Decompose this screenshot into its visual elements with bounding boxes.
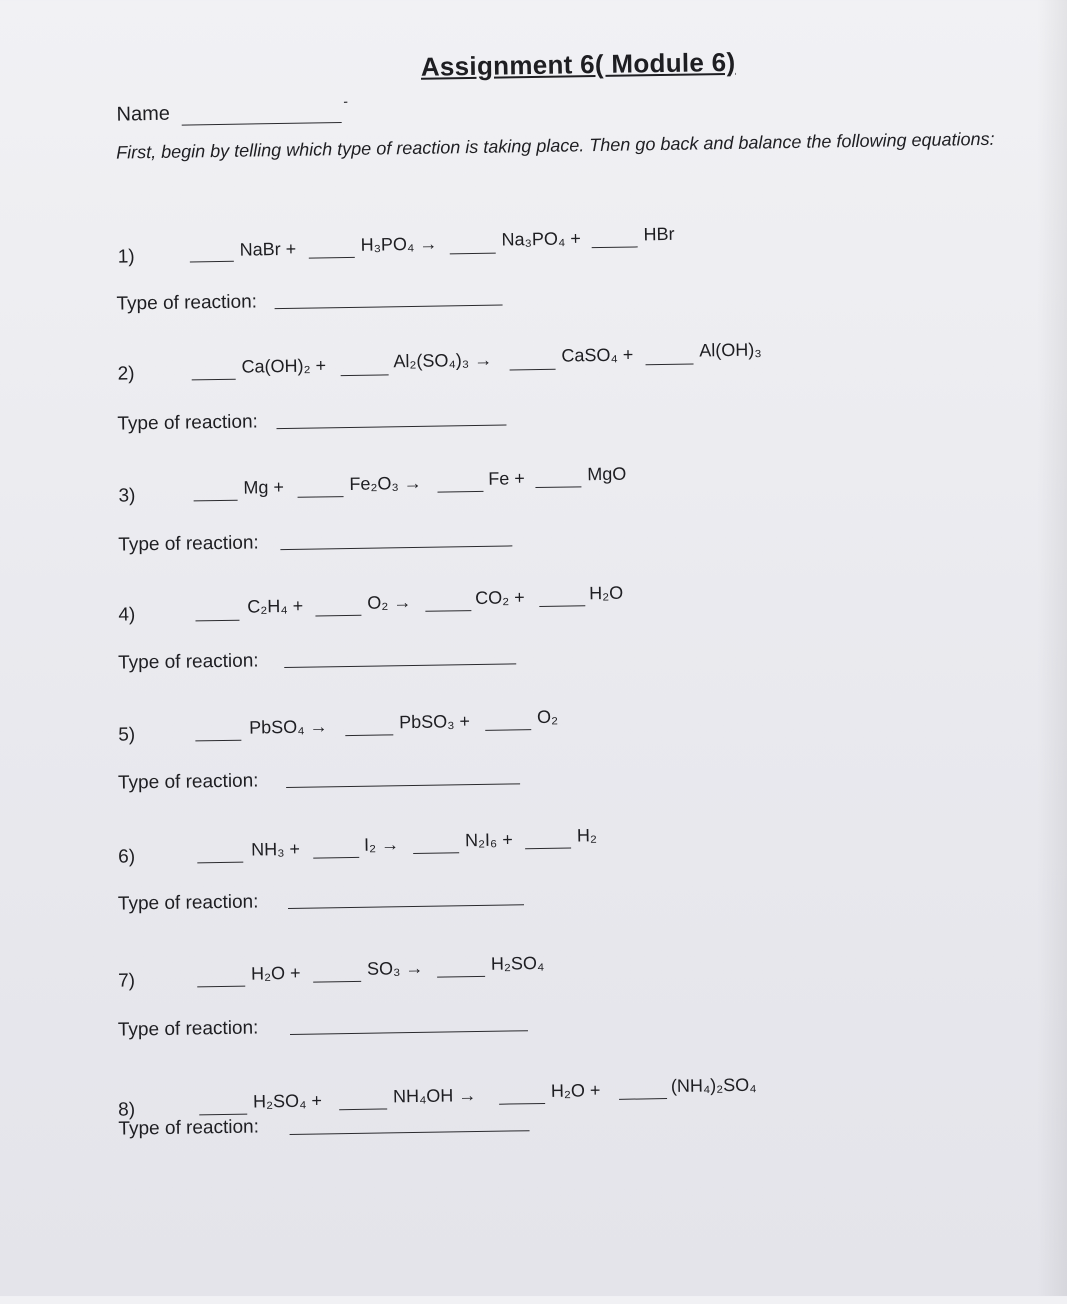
- name-field[interactable]: [182, 122, 342, 126]
- type-answer-line[interactable]: [280, 545, 512, 550]
- product-2: HBr: [643, 223, 675, 245]
- product-1: PbSO₃ +: [398, 711, 471, 733]
- type-label: Type of reaction:: [117, 891, 259, 915]
- reactant-1: H₂SO₄ +: [252, 1090, 323, 1112]
- type-label: Type of reaction:: [118, 1116, 260, 1140]
- reaction-number: 8): [118, 1099, 136, 1121]
- reaction-number: 7): [117, 970, 136, 992]
- coefficient-blank[interactable]: [413, 852, 459, 854]
- reaction-number: 1): [117, 246, 135, 268]
- product-1: CO₂ +: [475, 587, 525, 609]
- coefficient-blank[interactable]: [646, 364, 694, 366]
- product-2: H₂: [576, 825, 598, 846]
- coefficient-blank[interactable]: [345, 734, 393, 736]
- coefficient-blank[interactable]: [194, 500, 238, 502]
- type-answer-line[interactable]: [276, 424, 506, 429]
- coefficient-blank[interactable]: [450, 253, 496, 255]
- product-2: Al(OH)₃: [699, 339, 762, 361]
- type-answer-line[interactable]: [286, 783, 520, 788]
- type-answer-line[interactable]: [275, 305, 503, 310]
- type-answer-line[interactable]: [284, 663, 516, 668]
- reactant-1: C₂H₄ +: [247, 595, 304, 617]
- type-label: Type of reaction:: [117, 650, 259, 674]
- coefficient-blank[interactable]: [499, 1103, 545, 1105]
- reactant-1: PbSO₄ →: [249, 716, 328, 738]
- type-answer-line[interactable]: [290, 1130, 530, 1135]
- coefficient-blank[interactable]: [437, 491, 483, 493]
- product-1: CaSO₄ +: [561, 344, 634, 366]
- coefficient-blank[interactable]: [190, 261, 234, 263]
- reactant-2: O₂ →: [367, 592, 412, 613]
- coefficient-blank[interactable]: [195, 740, 241, 742]
- coefficient-blank[interactable]: [313, 981, 361, 983]
- product-1: H₂O +: [550, 1080, 601, 1101]
- coefficient-blank[interactable]: [199, 1114, 247, 1116]
- type-label: Type of reaction:: [116, 291, 258, 315]
- coefficient-blank[interactable]: [525, 848, 571, 850]
- product-2: O₂: [536, 706, 559, 728]
- reactant-1: Mg +: [243, 477, 285, 498]
- coefficient-blank[interactable]: [309, 257, 355, 259]
- coefficient-blank[interactable]: [315, 615, 361, 617]
- coefficient-blank[interactable]: [197, 986, 245, 988]
- coefficient-blank[interactable]: [339, 1108, 387, 1110]
- coefficient-blank[interactable]: [298, 496, 344, 498]
- type-label: Type of reaction:: [118, 532, 259, 556]
- product-1: Fe +: [488, 468, 525, 489]
- type-answer-line[interactable]: [290, 1030, 528, 1035]
- product-1: H₂SO₄: [490, 952, 545, 974]
- reactant-2: NH₄OH →: [392, 1085, 477, 1107]
- coefficient-blank[interactable]: [592, 246, 638, 248]
- product-2: H₂O: [588, 582, 624, 604]
- name-label: Name: [116, 102, 171, 126]
- coefficient-blank[interactable]: [341, 374, 389, 376]
- reaction-number: 2): [117, 363, 135, 385]
- coefficient-blank[interactable]: [539, 605, 585, 607]
- reactant-2: H₃PO₄ →: [360, 233, 438, 255]
- reaction-number: 6): [118, 846, 136, 868]
- reactant-1: NaBr +: [239, 238, 297, 260]
- product-1: Na₃PO₄ +: [501, 228, 581, 250]
- reactant-2: Al₂(SO₄)₃ →: [393, 349, 493, 372]
- coefficient-blank[interactable]: [619, 1098, 667, 1100]
- reactant-1: Ca(OH)₂ +: [241, 355, 327, 377]
- coefficient-blank[interactable]: [425, 610, 471, 612]
- type-label: Type of reaction:: [117, 770, 259, 794]
- type-label: Type of reaction:: [117, 1017, 259, 1041]
- coefficient-blank[interactable]: [485, 729, 531, 731]
- reactant-1: H₂O +: [250, 962, 301, 984]
- coefficient-blank[interactable]: [313, 857, 359, 859]
- reactant-2: Fe₂O₃ →: [349, 472, 422, 494]
- page-title: Assignment 6( Module 6): [420, 46, 736, 82]
- coefficient-blank[interactable]: [510, 369, 556, 371]
- reactant-2: SO₃ →: [366, 957, 424, 979]
- type-answer-line[interactable]: [288, 904, 524, 909]
- instructions: First, begin by telling which type of reaction is taking place. Then go back and balance the following equations:: [115, 128, 995, 163]
- dash-mark: -: [343, 92, 349, 110]
- coefficient-blank[interactable]: [197, 862, 243, 864]
- product-2: (NH₄)₂SO₄: [670, 1074, 757, 1096]
- reaction-number: 3): [118, 485, 136, 507]
- reaction-number: 5): [118, 724, 136, 746]
- type-label: Type of reaction:: [117, 411, 259, 435]
- page-edge-shadow: [1037, 0, 1067, 1296]
- reaction-number: 4): [118, 604, 136, 626]
- reactant-2: I₂ →: [363, 834, 400, 855]
- coefficient-blank[interactable]: [192, 379, 236, 381]
- coefficient-blank[interactable]: [535, 486, 581, 488]
- coefficient-blank[interactable]: [437, 976, 485, 978]
- coefficient-blank[interactable]: [195, 620, 239, 622]
- product-1: N₂I₆ +: [464, 829, 513, 851]
- product-2: MgO: [587, 463, 627, 485]
- reactant-1: NH₃ +: [250, 838, 301, 860]
